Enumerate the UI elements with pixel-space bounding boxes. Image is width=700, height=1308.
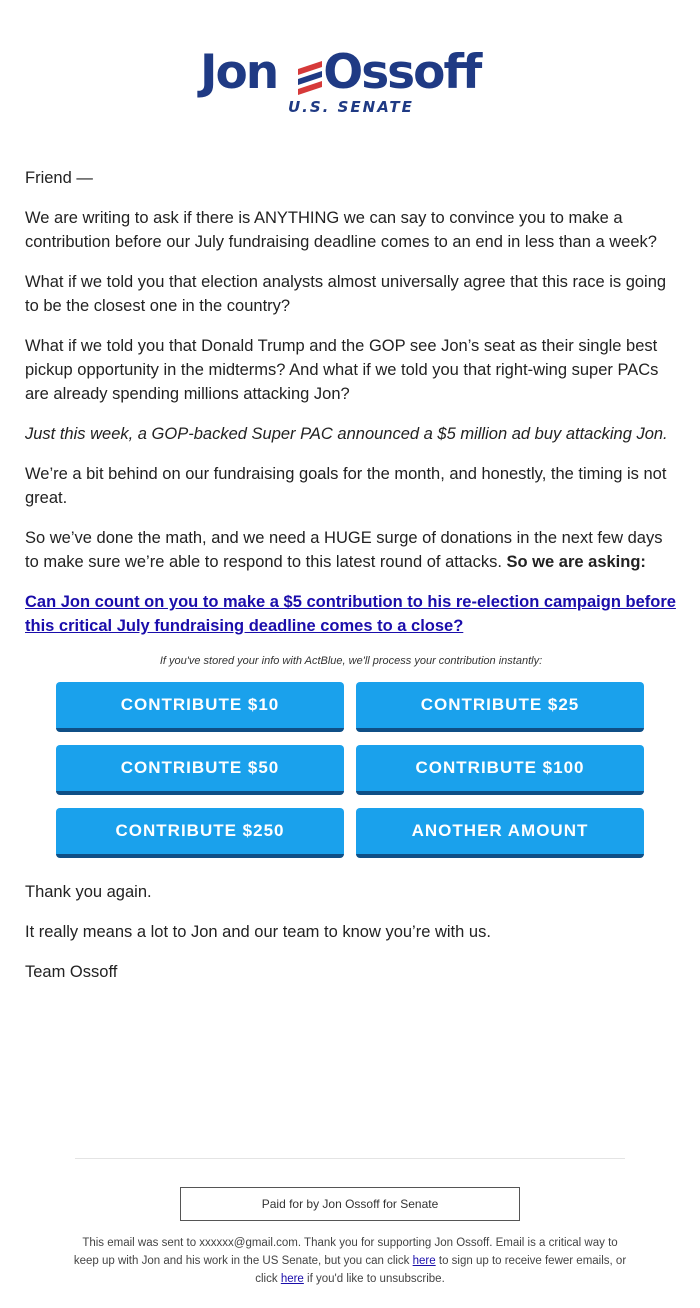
- paragraph-4: Just this week, a GOP-backed Super PAC announced a $5 million ad buy attacking Jon.: [25, 425, 668, 443]
- greeting: Friend —: [25, 169, 93, 187]
- campaign-logo: [0, 40, 700, 120]
- another-amount-button[interactable]: ANOTHER AMOUNT: [356, 808, 644, 858]
- paragraph-2: What if we told you that election analysts almost universally agree that this race is going to be the closest one in the country?: [25, 273, 667, 315]
- paid-for-disclaimer: Paid for by Jon Ossoff for Senate: [180, 1187, 520, 1221]
- means-a-lot-text: It really means a lot to Jon and our team to know you’re with us.: [25, 923, 491, 941]
- logo-subtitle: U.S. SENATE: [288, 98, 414, 116]
- footer-text-3: if you'd like to unsubscribe.: [307, 1273, 445, 1285]
- paragraph-1: We are writing to ask if there is ANYTHING we can say to convince you to make a contribution before our July fundraising deadline comes to an end in less than a week?: [25, 209, 657, 251]
- logo-last-name: Ossoff: [323, 45, 481, 100]
- contribution-buttons: [56, 682, 644, 858]
- contribute-50-button[interactable]: CONTRIBUTE $50: [56, 745, 344, 795]
- actblue-note: If you've stored your info with ActBlue, we'll process your contribution instantly:: [159, 655, 543, 667]
- email-body: [25, 166, 677, 1000]
- paragraph-5: We’re a bit behind on our fundraising goals for the month, and honestly, the timing is not great.: [25, 465, 667, 507]
- signoff: Team Ossoff: [25, 963, 118, 981]
- fewer-emails-link[interactable]: here: [412, 1255, 436, 1267]
- contribute-100-button[interactable]: CONTRIBUTE $100: [356, 745, 644, 795]
- paragraph-6: [25, 526, 677, 574]
- footer-notice: [70, 1234, 630, 1288]
- closing: [25, 880, 677, 984]
- thank-you-text: Thank you again.: [25, 883, 152, 901]
- paragraph-6-bold: So we are asking:: [506, 553, 646, 571]
- logo-first-name: Jon: [200, 45, 278, 100]
- unsubscribe-link[interactable]: here: [280, 1273, 304, 1285]
- paragraph-6-text: So we’ve done the math, and we need a HUGE surge of donations in the next few days to make sure we’re able to respond to this latest round of attacks.: [25, 529, 663, 571]
- footer-text-1: This email was sent to xxxxxx@gmail.com. Thank you for supporting Jon Ossoff. Email is a critical way to keep up with Jon and his work in the US Senate, but you can click: [73, 1237, 618, 1267]
- footer-divider: [75, 1158, 625, 1159]
- logo-flag-icon: [296, 53, 354, 99]
- contribute-cta-link[interactable]: Can Jon count on you to make a $5 contribution to his re-election campaign before this critical July fundraising deadline comes to a close?: [25, 593, 676, 635]
- contribute-10-button[interactable]: CONTRIBUTE $10: [56, 682, 344, 732]
- contribute-250-button[interactable]: CONTRIBUTE $250: [56, 808, 344, 858]
- footer-text-2: to sign up to receive fewer emails, or click: [255, 1255, 627, 1285]
- paragraph-3: What if we told you that Donald Trump and the GOP see Jon’s seat as their single best pickup opportunity in the midterms? And what if we told you that right-wing super PACs are already spending millions attacking Jon?: [25, 337, 659, 403]
- contribute-25-button[interactable]: CONTRIBUTE $25: [356, 682, 644, 732]
